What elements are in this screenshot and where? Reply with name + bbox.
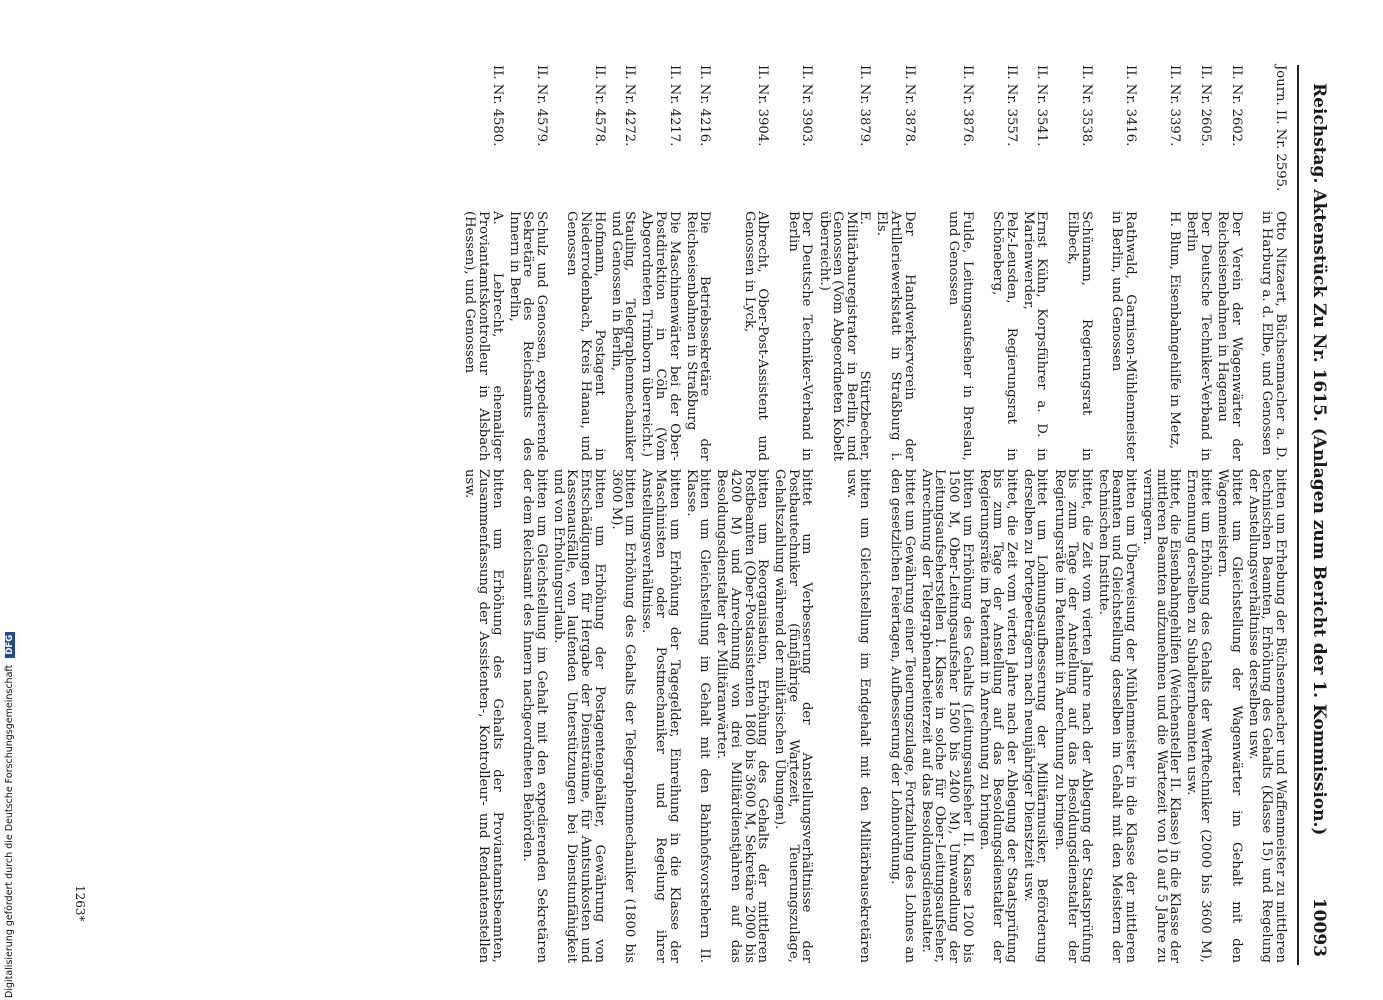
journal-ref: II. Nr. 4580.: [489, 65, 505, 147]
petitioner: H. Blum, Eisenbahngehilfe in Metz,: [1167, 211, 1183, 450]
request: bitten um Erhebung der Büchsenmacher und Waffenmeister zu mittleren technischen Beamten, Erhöhung des Gehalts (Klasse 15) und Regelung der Anstellungsverhältnisse derselben usw.: [1245, 469, 1288, 963]
journal-ref: II. Nr. 3538.: [1078, 65, 1094, 147]
funding-text: Digitalisierung gefördert durch die Deutsche Forschungsgemeinschaft: [4, 664, 15, 998]
journal-ref: II. Nr. 2605.: [1198, 65, 1214, 147]
table-row: [640, 65, 681, 965]
table-row: [1096, 65, 1137, 965]
table-row: [773, 65, 814, 965]
journal-ref: II. Nr. 3416.: [1123, 65, 1139, 147]
request: bitten um Gleichstellung im Gehalt mit den expedierenden Sekretären der dem Reichsamt des Innern nachgeordneten Behörden.: [520, 469, 549, 963]
table-row: [715, 65, 769, 965]
table-row: [977, 65, 1018, 965]
signature-mark: 1263*: [73, 885, 87, 922]
petitioner: Die Maschinenwärter bei der Ober-Postdirektion in Cöln (Vom Abgeordneten Trimborn überreicht.): [639, 211, 682, 461]
journal-ref: II. Nr. 3541.: [1034, 65, 1050, 147]
table-row: [1185, 65, 1212, 965]
journal-ref: II. Nr. 2602.: [1228, 65, 1244, 147]
request: bittet um Lohnungsaufbesserung der Militärmusiker, Beförderung derselben zu Portepeeträgern nach neunjähriger Dienstzeit usw.: [1020, 469, 1050, 963]
petition-table: [459, 65, 1287, 965]
petitioner: Otto Nitzaert, Büchsenmacher a. D. in Harburg a. d. Elbe, und Genossen: [1259, 211, 1288, 461]
journal-ref: II. Nr. 3903.: [799, 65, 815, 147]
table-row: [1141, 65, 1182, 965]
journal-ref: II. Nr. 4579.: [533, 65, 549, 147]
table-row: [919, 65, 973, 965]
petitioner: E. Stürtzbecher, Militärbauregistrator in Berlin, und Genossen (Vom Abgeordneten Kobelt überreicht.): [816, 211, 873, 461]
journal-ref: II. Nr. 3557.: [1003, 65, 1019, 147]
journal-ref: II. Nr. 3904.: [755, 65, 771, 147]
request: bitten um Erhöhung der Tagegelder, Einreihung in die Klasse der Maschinisten oder Postmechaniker und Regelung ihrer Anstellungsverhältnisse.: [639, 469, 682, 963]
table-row: [1052, 65, 1093, 965]
page-number: 10093: [1309, 897, 1329, 957]
request: bittet um Gewährung einer Teuerungszulage, Fortzahlung des Lohnes an den gesetzlichen Feiertagen, Aufbesserung der Lohnordnung.: [888, 469, 917, 963]
petitioner: Der Deutsche Techniker-Verband in Berlin: [1184, 211, 1214, 461]
dfg-logo: DFG: [5, 632, 15, 658]
table-row: [463, 65, 504, 965]
journal-ref: II. Nr. 3397.: [1167, 65, 1183, 147]
request: bitten um Erhöhung des Gehalts der Proviantamtsbeamten, Zusammenfassung der Assistenten-, Kontrolleur- und Rendantenstellen usw.: [462, 469, 505, 963]
journal-ref: II. Nr. 3879.: [857, 65, 873, 147]
table-row: [551, 65, 605, 965]
request: bitten um Überweisung der Mühlenmeister in die Klasse der mittleren Beamten und Gleichstellung derselben im Gehalt mit den Meistern der technischen Institute.: [1095, 469, 1139, 963]
journal-ref: II. Nr. 4216.: [697, 65, 713, 147]
request: bittet, die Zeit vom vierten Jahre nach der Ablegung der Staatsprüfung bis zum Tage der Anstellung auf das Besoldungsdienstalter der Regierungsräte im Patentamt in Anrechnung zu bringen.: [1051, 469, 1094, 963]
request: bitten um Erhöhung der Postagentengehälter, Gewährung von Entschädigungen für Hergabe der Diensträume, für Amtsunkosten und Kassenausfälle, von laufenden Unterstützungen bei Dienstunfähigkeit und von Erholungsurlaub.: [550, 469, 607, 963]
rotated-page: [25, 65, 1335, 965]
petitioner: Rathwald, Garnison-Mühlenmeister in Berlin, und Genossen: [1109, 211, 1139, 461]
petitioner: Der Handwerkerverein der Artilleriewerkstatt in Straßburg i. Els.: [874, 211, 917, 461]
journal-ref: II. Nr. 4217.: [666, 65, 682, 147]
request: bittet um Verbesserung der Anstellungsverhältnisse der Postbautechniker (fünfjährige Wartezeit, Teuerungszulage, Gehaltszahlung während der militärischen Übungen).: [772, 469, 815, 963]
request: bittet, die Zeit vom vierten Jahre nach der Ablegung der Staatsprüfung bis zum Tage der Anstellung auf das Besoldungsdienstalter der Regierungsräte im Patentamt in Anrechnung zu bringen.: [976, 469, 1019, 963]
petitioner: Der Verein der Wagenwärter der Reichseisenbahnen in Hagenau: [1215, 211, 1244, 461]
table-row: [609, 65, 636, 965]
table-row: [1246, 65, 1287, 965]
petitioner: Der Deutsche Techniker-Verband in Berlin: [785, 211, 815, 461]
table-row: [1021, 65, 1048, 965]
journal-ref: II. Nr. 4578.: [591, 65, 607, 147]
request: bitten um Reorganisation, Erhöhung des Gehalts der mittleren Postbeamten (Ober-Postassistenten 1800 bis 3600 M, Sekretäre 2000 bis 4200 M) und Anrechnung von drei Militärdienstjahren auf das Besoldungsdienstalter der Militäranwärter.: [714, 469, 771, 963]
header-rule: [1297, 65, 1299, 965]
petitioner: Stauling, Telegraphenmechaniker und Genossen in Berlin,: [608, 211, 638, 461]
request: bitten um Gleichstellung im Endgehalt mit den Militärbausekretären usw.: [843, 469, 873, 963]
request: bittet um Erhöhung des Gehalts der Werftechniker (2000 bis 3600 M), Ernennung derselben zu Subalternbeamten usw.: [1184, 469, 1214, 963]
journal-ref: Journ. II. Nr. 2595.: [1273, 65, 1288, 192]
petitioner: Schulz und Genossen, expedierende Sekretäre des Reichsamts des Innern in Berlin,: [506, 211, 549, 461]
page-header: [1295, 65, 1335, 965]
petitioner: Albrecht, Ober-Post-Assistent und Genossen in Lyck,: [741, 211, 771, 461]
table-row: [684, 65, 711, 965]
request: bitten um Erhöhung des Gehalts (Leitungsaufseher II. Klasse 1200 bis 1500 M, Ober-Leitungsaufseher 1500 bis 2400 M), Umwandlung der Leitungsaufseherstellen I. Klasse in solche für Ober-Leitungsaufseher, Anrechnung der Telegraphenarbeiterzeit auf das Besoldungsdienstalter.: [918, 469, 975, 963]
table-row: [817, 65, 871, 965]
request: bittet um Gleichstellung der Wagenwärter im Gehalt mit den Wagenmeistern.: [1215, 469, 1244, 963]
petitioner: Pelz-Leusden, Regierungsrat in Schöneberg,: [990, 211, 1019, 461]
petitioner: Die Betriebssekretäre der Reichseisenbahnen in Straßburg: [683, 211, 713, 461]
journal-ref: II. Nr. 3876.: [959, 65, 975, 147]
dfg-funding-note: [4, 632, 15, 998]
petitioner: Fulde, Leitungsaufseher in Breslau, und Genossen: [945, 211, 975, 461]
petitioner: Schümann, Regierungsrat in Eilbeck,: [1065, 211, 1094, 461]
petitioner: A. Lebrecht, ehemaliger Proviantamtskontrolleur in Alsbach (Hessen), und Genossen: [462, 211, 505, 461]
petitioner: Ernst Kühn, Korpsführer a. D. in Marienwerder,: [1020, 211, 1050, 461]
request: bittet, die Eisenbahngehilfen (Weichensteller II. Klasse) in die Klasse der mittleren Beamten aufzunehmen und die Wartezeit von 10 auf 5 Jahre zu verringern.: [1140, 469, 1183, 963]
request: bitten um Erhöhung des Gehalts der Telegraphenmechaniker (1800 bis 3600 M).: [608, 469, 638, 963]
journal-ref: II. Nr. 3878.: [901, 65, 917, 147]
petitioner: Hofmann, Postagent in Niederrodenbach, Kreis Hanau, und Genossen: [564, 211, 607, 461]
request: bitten um Gleichstellung im Gehalt mit den Bahnhofsvorstehern II. Klasse.: [683, 469, 713, 963]
table-row: [875, 65, 916, 965]
table-row: [1216, 65, 1243, 965]
journal-ref: II. Nr. 4272.: [622, 65, 638, 147]
table-row: [507, 65, 548, 965]
header-title: Reichstag. Aktenstück Zu Nr. 1615. (Anlagen zum Bericht der 1. Kommission.): [1309, 83, 1329, 836]
